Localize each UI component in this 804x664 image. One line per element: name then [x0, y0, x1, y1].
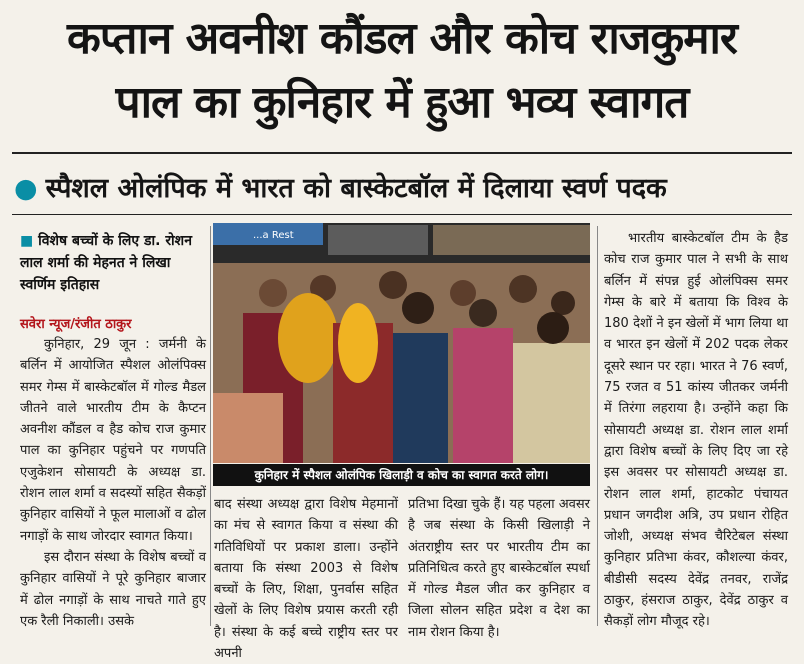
photo-caption: कुनिहार में स्पैशल ओलंपिक खिलाड़ी व कोच का स्वागत करते लोग।: [213, 464, 590, 486]
article-column-1: [20, 334, 206, 632]
side-headline: [20, 230, 208, 296]
column-divider: [210, 226, 211, 626]
paragraph: इस दौरान संस्था के विशेष बच्चों व कुनिहार वासियों ने पूरे कुनिहार बाजार में ढोल नगाड़ों के साथ नाचते गाते हुए एक रैली निकाली। उसके: [20, 549, 206, 629]
side-headline-text: विशेष बच्चों के लिए डा. रोशन लाल शर्मा की मेहनत ने लिखा स्वर्णिम इतिहास: [20, 233, 192, 293]
paragraph: बाद संस्था अध्यक्ष द्वारा विशेष मेहमानों का मंच से स्वागत किया व संस्था की गतिविधियों पर प्रकाश डाला। उन्होंने बताया कि संस्था 2003 से विशेष बच्चों के लिए, शिक्षा, पुनर्वास सहित खेलों के लिए विशेष प्रयास करती रही है। संस्था के कई बच्चे राष्ट्रीय स्तर पर अपनी: [214, 497, 398, 662]
article-column-3: [408, 494, 590, 643]
headline-line-2: पाल का कुनिहार में हुआ भव्य स्वागत: [115, 77, 689, 128]
byline: सवेरा न्यूज/रंजीत ठाकुर: [20, 317, 132, 332]
photo-illustration: [213, 223, 590, 463]
article-column-2: [214, 494, 398, 664]
divider: [12, 214, 792, 215]
bullet-icon: ●: [14, 173, 38, 204]
subheadline: [14, 168, 667, 205]
paragraph: भारतीय बास्केटबॉल टीम के हैड कोच राज कुमार पाल ने सभी के साथ बर्लिन में संपन्न हुई ओलंपिक्स समर गेम्स के बारे में बताया कि विश्व के 180 देशों ने इन खेलों में भाग लिया था व भारत इन खेलों में 202 पदक लेकर दूसरे स्थान पर रहा। भारत ने 76 स्वर्ण, 75 रजत व 51 कांस्य जीतकर जर्मनी में तिरंगा लहराया है। उन्होंने कहा कि सोसायटी अध्यक्ष डा. रोशन लाल शर्मा द्वारा विशेष बच्चों के लिए दिए जा रहे इस अवसर पर सोसायटी अध्यक्ष डा. रोशन लाल शर्मा, हाटकोट पंचायत प्रधान जगदीश अत्रि, उप प्रधान रोहित जोशी, अध्यक्ष संभव चैरिटेबल संस्था कुनिहार प्रतिभा कंवर, कौशल्या कंवर, बीडीसी सदस्य देवेंद्र तनवर, राजेंद्र ठाकुर, हंसराज ठाकुर, देवेंद्र ठाकुर व सैकड़ों लोग मौजूद रहे।: [604, 231, 788, 630]
subheadline-text: स्पैशल ओलंपिक में भारत को बास्केटबॉल में दिलाया स्वर्ण पदक: [45, 173, 667, 204]
paragraph: कुनिहार, 29 जून : जर्मनी के बर्लिन में आयोजित स्पैशल ओलंपिक्स समर गेम्स में बास्केटबॉल में गोल्ड मैडल जीतने वाले भारतीय टीम के कैप्टन अवनीश कौंडल व हैड कोच राज कुमार पाल का कुनिहार पहुंचने पर गणपति एजुकेशन सोसायटी के अध्यक्ष डा. रोशन लाल शर्मा व सदस्यों सहित सैकड़ों कुनिहार वासियों ने फूल मालाओं व ढोल नगाड़ों के साथ जोरदार स्वागत किया।: [20, 337, 206, 544]
headline-line-1: कप्तान अवनीश कौंडल और कोच राजकुमार: [67, 13, 737, 64]
article-column-4: [604, 228, 788, 633]
column-divider: [597, 226, 598, 626]
news-photo: [213, 223, 590, 463]
divider: [12, 152, 792, 154]
bullet-icon: ■: [20, 233, 39, 249]
paragraph: प्रतिभा दिखा चुके हैं। यह पहला अवसर है जब संस्था के किसी खिलाड़ी ने अंतराष्ट्रीय स्तर पर भारतीय टीम का प्रतिनिधित्व करते हुए बास्केटबॉल स्पर्धा में गोल्ड मैडल जीत कर कुनिहार व जिला सोलन सहित प्रदेश व देश का नाम रोशन किया है।: [408, 497, 590, 640]
shop-sign: ...a Rest: [253, 230, 294, 241]
